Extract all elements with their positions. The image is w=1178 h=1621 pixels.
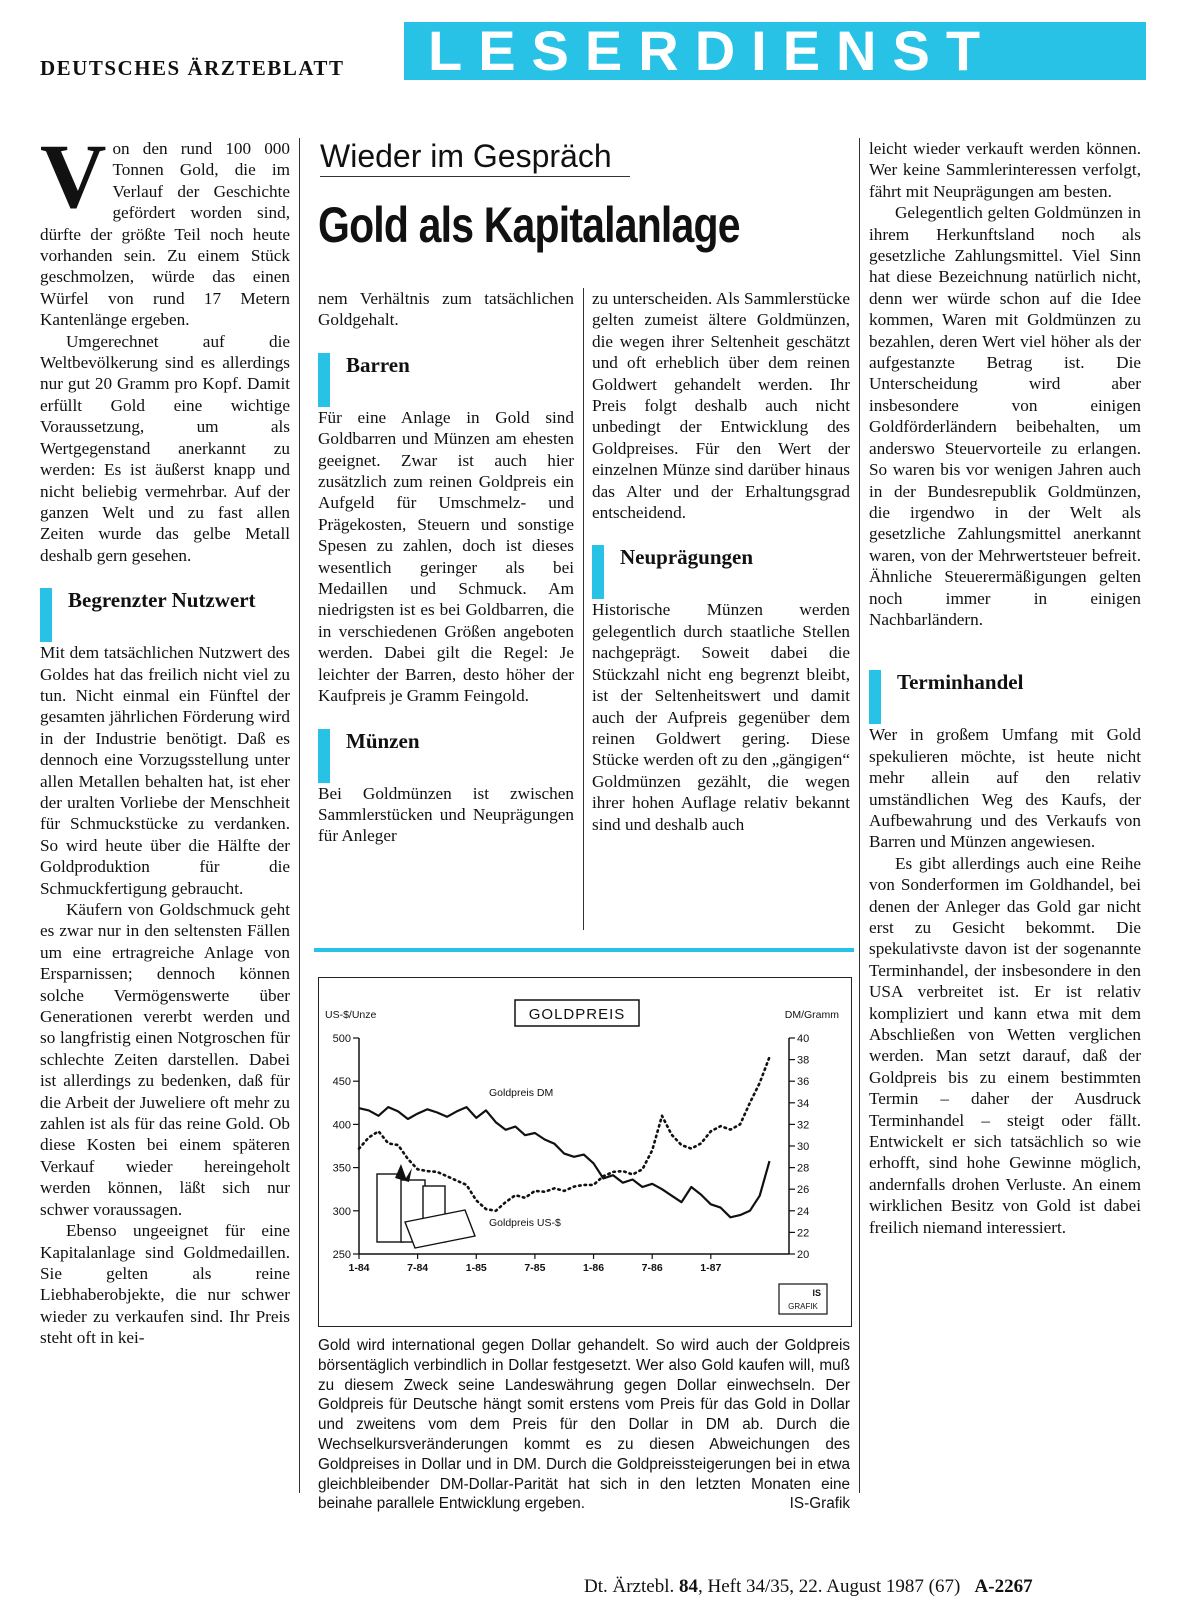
- x-tick-label: 7-84: [407, 1262, 429, 1274]
- x-tick-label: 7-85: [524, 1262, 546, 1274]
- masthead: DEUTSCHES ÄRZTEBLATT: [40, 56, 345, 80]
- x-tick-label: 1-84: [348, 1262, 370, 1274]
- y-tick-label-right: 22: [797, 1227, 810, 1240]
- col1-paragraph-5: Ebenso ungeeignet für eine Kapitalanlage sind Goldmedaillen. Sie gelten als reine Liebhaberobjekte, die nur schwer wieder zu verkaufen sind. Ihr Preis steht oft in kei-: [40, 1221, 290, 1348]
- accent-bar: [318, 729, 330, 783]
- dropcap: V: [40, 125, 107, 227]
- footer-issue: , Heft 34/35, 22. August 1987 (67): [697, 1576, 961, 1597]
- chart-svg: [319, 978, 851, 1326]
- column-2: [318, 288, 574, 847]
- col2-paragraph-2: Für eine Anlage in Gold sind Goldbarren und Münzen am ehesten geeignet. Zwar ist auch hier zusätzlich zum reinen Goldpreis ein Aufgeld für Umschmelz- und Prägekosten, Steuern und sonstige Spesen zu zahlen, doch ist dieses wesentlich geringer als bei Medaillen und Schmuck. Am niedrigsten ist es bei Goldbarren, die in verschiedenen Größen angeboten werden. Dabei gilt die Regel: Je leichter der Barren, desto höher der Kaufpreis je Gramm Feingold.: [318, 407, 574, 706]
- x-tick-label: 1-86: [583, 1262, 605, 1274]
- col4-paragraph-4: Es gibt allerdings auch eine Reihe von Sonderformen im Goldhandel, bei denen der Anleger das Gold gar nicht erst zu Gesicht bekommt. Die spekulativste davon ist der sogenannte Terminhandel, der insbesondere in den USA verbreitet ist. Er ist relativ kompliziert und kann etwa mit dem Abschließen von Wetten verglichen werden. Man setzt darauf, daß der Goldpreis bis zu einem bestimmten Termin – daher der Ausdruck Terminhandel – steigt oder fällt. Entwickelt er sich tatsächlich so wie erhofft, sind hohe Gewinne möglich, andernfalls drohen Verluste. An einem wirklichen Besitz von Gold ist dabei freilich niemand interessiert.: [869, 853, 1141, 1237]
- footer-volume: 84: [678, 1576, 698, 1597]
- coin-stack-icon: [377, 1174, 403, 1242]
- column-divider: [859, 138, 860, 1493]
- col1-paragraph-1: Von den rund 100 000 Tonnen Gold, die im Verlauf der Geschichte gefördert worden sind, dürfte der größte Teil noch heute vorhanden sein. Zu einem Stück geschmolzen, würde das einen Würfel von rund 17 Metern Kantenlänge ergeben.: [40, 125, 290, 330]
- col1-paragraph-3: Mit dem tatsächlichen Nutzwert des Goldes hat das freilich nicht viel zu tun. Nicht einmal ein Fünftel der gesamten jährlichen Förderung wird in der Industrie benötigt. Daß es dennoch eine Vorzugsstellung unter allen Metallen behalten hat, ist eher der uralten Vorliebe der Menschheit für Schmuckstücke zu verdanken. So wird heute über die Hälfte der Goldproduktion für die Schmuckfertigung gebraucht.: [40, 643, 290, 898]
- subheading-begrenzter-nutzwert: Begrenzter Nutzwert: [40, 588, 290, 638]
- gold-price-chart: [318, 977, 852, 1327]
- headline: Gold als Kapitalanlage: [318, 197, 740, 253]
- series-label-dm: Goldpreis DM: [489, 1087, 554, 1099]
- y-tick-label-right: 24: [797, 1205, 810, 1218]
- y-axis-label-right: DM/Gramm: [784, 1009, 839, 1021]
- y-tick-label-right: 38: [797, 1054, 810, 1067]
- y-axis-label-left: US-$/Unze: [325, 1009, 377, 1021]
- y-tick-label-left: 450: [332, 1076, 351, 1089]
- chart-top-rule: [314, 948, 854, 952]
- y-tick-label-left: 400: [332, 1119, 351, 1132]
- topic-underline: [320, 176, 630, 177]
- is-grafik-logo-text: IS: [812, 1288, 821, 1298]
- col4-paragraph-2: Gelegentlich gelten Goldmünzen in ihrem Herkunftsland noch als gesetzliche Zahlungsmittel. Viel Sinn hat diese Bezeichnung natürlich nicht, denn wer würde schon auf die Idee kommen, Waren mit Goldmünzen zu bezahlen, deren Wert viel höher als der aufgestanzte Betrag ist. Die Unterscheidung wird aber insbesondere von einigen Goldförderländern beibehalten, um anderswo Steuervorteile zu erlangen. So waren bis vor wenigen Jahren auch in der Bundesrepublik Goldmünzen, die irgendwo in der Welt als gesetzliche Zahlungsmittel anerkannt waren, von der Mehrwertsteuer befreit. Ähnliche Steuerermäßigungen gelten noch immer in einigen Nachbarländern.: [869, 203, 1141, 629]
- topic-line: Wieder im Gespräch: [320, 138, 612, 174]
- x-tick-label: 1-85: [465, 1262, 487, 1274]
- col4-paragraph-3: Wer in großem Umfang mit Gold spekulieren möchte, ist heute nicht mehr allein auf den relativ umständlichen Weg des Kaufs, der Aufbewahrung und des Verkaufs von Barren und Münzen angewiesen.: [869, 725, 1141, 852]
- column-4: [869, 138, 1141, 1238]
- x-tick-label: 7-86: [641, 1262, 663, 1274]
- y-tick-label-left: 300: [332, 1205, 351, 1218]
- page-footer: [584, 1576, 1033, 1598]
- column-divider: [299, 138, 300, 1493]
- subheading-neupraegungen: Neuprägungen: [592, 545, 850, 595]
- y-tick-label-right: 30: [797, 1141, 810, 1153]
- accent-bar: [40, 588, 52, 642]
- col2-paragraph-3: Bei Goldmünzen ist zwischen Sammlerstücken und Neuprägungen für Anleger: [318, 783, 574, 846]
- y-tick-label-left: 350: [332, 1162, 351, 1175]
- x-tick-label: 1-87: [700, 1262, 722, 1274]
- col2-paragraph-1: nem Verhältnis zum tatsächlichen Goldgehalt.: [318, 289, 574, 330]
- section-banner-label: LESERDIENST: [428, 19, 997, 82]
- y-tick-label-right: 36: [797, 1076, 810, 1089]
- column-3: [592, 288, 850, 835]
- y-tick-label-right: 32: [797, 1119, 810, 1132]
- y-tick-label-right: 40: [797, 1033, 810, 1045]
- accent-bar: [318, 353, 330, 407]
- footer-page-number: A-2267: [974, 1576, 1033, 1597]
- subheading-muenzen: Münzen: [318, 729, 574, 779]
- chart-caption: Gold wird international gegen Dollar gehandelt. So wird auch der Goldpreis börsentäglich verbindlich in Dollar festgesetzt. Wer also Gold kaufen will, muß zu diesem Zweck seine Landeswährung gegen Dollar einwechseln. Der Goldpreis für Deutsche hängt somit erstens vom Preis für das Gold in Dollar und zweitens vom dem Preis für den Dollar in DM ab. Durch die Wechselkursveränderungen kommt es zu diesen Abweichungen des Goldpreises in Dollar und in DM. Durch die Goldpreissteigerungen bei in etwa gleichbleibender DM-Dollar-Parität hat sich in den letzten Monaten eine beinahe parallele Entwicklung ergeben. IS-Grafik: [318, 1337, 850, 1513]
- subheading-barren: Barren: [318, 353, 574, 403]
- footer-journal: Dt. Ärztebl.: [584, 1576, 675, 1597]
- subheading-terminhandel: Terminhandel: [869, 670, 1141, 720]
- accent-bar: [869, 670, 881, 724]
- y-tick-label-right: 28: [797, 1162, 810, 1175]
- col4-paragraph-1: leicht wieder verkauft werden können. Wer keine Sammlerinteressen verfolgt, fährt mit Neuprägungen am besten.: [869, 139, 1141, 201]
- col3-paragraph-2: Historische Münzen werden gelegentlich durch staatliche Stellen nachgeprägt. Soweit dabei die Stückzahl nicht eng begrenzt bleibt, ist der Seltenheitswert und damit auch der Aufpreis gegenüber dem reinen Goldwert gering. Diese Stücke werden oft zu den „gängigen“ Goldmünzen gezählt, die wegen ihrer hohen Auflage relativ bekannt sind und deshalb auch: [592, 600, 850, 834]
- column-divider: [583, 288, 584, 930]
- y-tick-label-right: 26: [797, 1184, 810, 1197]
- col3-paragraph-1: zu unterscheiden. Als Sammlerstücke gelten zumeist ältere Goldmünzen, die wegen ihrer Seltenheit geschätzt und oft erheblich über dem reinen Goldwert gehandelt werden. Ihr Preis folgt deshalb auch nicht unbedingt der Entwicklung des Goldpreises. Für den Wert der einzelnen Münze sind darüber hinaus das Alter und der Erhaltungsgrad entscheidend.: [592, 289, 850, 523]
- y-tick-label-left: 500: [332, 1033, 351, 1045]
- col1-paragraph-2: Umgerechnet auf die Weltbevölkerung sind es allerdings nur gut 20 Gramm pro Kopf. Damit erfüllt Gold eine wichtige Voraussetzung, um als Wertgegenstand anerkannt zu werden: Es ist äußerst knapp und nicht beliebig vermehrbar. Auf der ganzen Welt und zu fast allen Zeiten wurde das gelbe Metall deshalb gern gesehen.: [40, 331, 290, 565]
- series-label-usd: Goldpreis US-$: [489, 1217, 561, 1229]
- is-grafik-logo-text: GRAFIK: [788, 1302, 818, 1311]
- column-1: [40, 125, 290, 1349]
- chart-title: GOLDPREIS: [528, 1006, 626, 1023]
- section-banner: [404, 19, 1146, 82]
- y-tick-label-right: 34: [797, 1097, 810, 1110]
- accent-bar: [592, 545, 604, 599]
- caption-credit: IS-Grafik: [789, 1495, 850, 1513]
- col1-paragraph-4: Käufern von Goldschmuck geht es zwar nur in den seltensten Fällen um eine ertragreiche Anlage von Ersparnissen; dennoch können solche Vermögenswerte über Generationen vererbt werden und so langfristig einen Notgroschen für schlechte Zeiten darstellen. Dabei ist allerdings zu bedenken, daß für die Arbeit der Juweliere oft mehr zu zahlen ist als für das reine Gold. Ob diese Kosten bei einem späteren Verkauf wieder hereingeholt werden können, läßt sich nur schwer voraussagen.: [40, 900, 290, 1219]
- y-tick-label-left: 250: [332, 1249, 351, 1261]
- y-tick-label-right: 20: [797, 1249, 810, 1261]
